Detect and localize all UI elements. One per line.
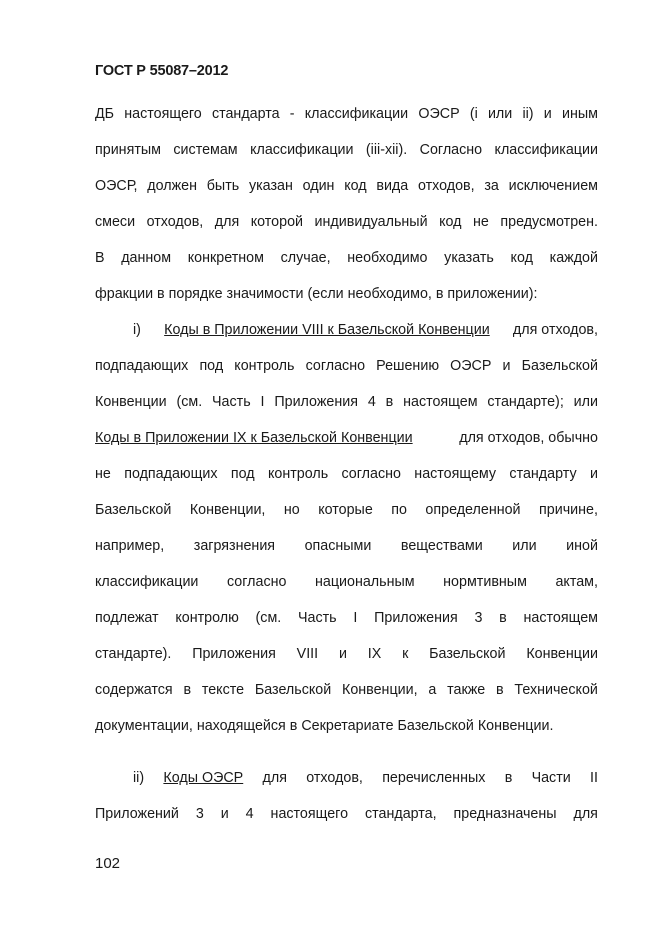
text-word: согласно [341, 466, 401, 482]
text-line [95, 106, 598, 122]
text-word: причине, [539, 502, 598, 518]
text-fragment: для отходов, обычно [459, 430, 598, 446]
text-word: настоящем [403, 394, 478, 410]
oecd-codes-link[interactable]: Коды ОЭСР [163, 770, 244, 786]
text-word: Часть [212, 394, 251, 410]
text-word: подпадающих [124, 466, 218, 482]
text-word: и [502, 358, 511, 374]
basel-annex-viii-link[interactable]: Коды в Приложении VIII к Базельской Конвенции [164, 322, 490, 338]
text-word: опасными [304, 538, 372, 554]
text-word: а [428, 682, 437, 698]
text-word: классификации [95, 574, 199, 590]
text-word: (см. [176, 394, 203, 410]
text-line [133, 322, 598, 338]
text-word: настоящем [523, 610, 598, 626]
text-word: также [447, 682, 486, 698]
text-line [95, 538, 598, 554]
text-line [95, 178, 598, 194]
text-word: стандарте). [95, 646, 172, 662]
text-word: Конвенции, [189, 502, 266, 518]
text-line [95, 646, 598, 662]
text-word: или [573, 394, 598, 410]
text-word: Конвенции [95, 394, 167, 410]
text-word: загрязнения [193, 538, 276, 554]
text-word: указан [248, 178, 293, 194]
text-word: и [220, 806, 229, 822]
text-word: ii) [522, 106, 534, 122]
text-word: вида [376, 178, 409, 194]
text-word: необходимо [347, 250, 428, 266]
text-word: ОЭСР [450, 358, 492, 374]
text-word: 4 [367, 394, 376, 410]
text-line [95, 142, 598, 158]
text-line [95, 394, 598, 410]
text-word: Согласно [419, 142, 483, 158]
text-word: настоящему [414, 466, 497, 482]
text-word: согласно [305, 358, 366, 374]
text-word: (iii-xii). [365, 142, 408, 158]
text-word: конкретном [187, 250, 264, 266]
text-word: Приложения [192, 646, 276, 662]
text-word: по [391, 502, 407, 518]
text-word: данном [121, 250, 172, 266]
text-line [95, 214, 598, 230]
text-fragment: в [504, 770, 513, 786]
text-word: Базельской [521, 358, 598, 374]
text-line [133, 770, 598, 786]
text-word: I [353, 610, 358, 626]
text-fragment: для [262, 770, 287, 786]
text-line [95, 502, 598, 518]
text-word: классификации [494, 142, 598, 158]
text-word: к [402, 646, 409, 662]
text-line [95, 250, 598, 266]
text-word: подпадающих [95, 358, 189, 374]
text-word: отходов, [417, 178, 475, 194]
text-word: Конвенции [526, 646, 598, 662]
text-word: под [230, 466, 255, 482]
text-fragment: II [590, 770, 598, 786]
text-word: индивидуальный [314, 214, 428, 230]
text-fragment: отходов, [306, 770, 363, 786]
text-word: настоящего [124, 106, 202, 122]
text-word: контроль [234, 358, 295, 374]
text-word: национальным [314, 574, 415, 590]
text-word: случае, [280, 250, 331, 266]
text-word: - [289, 106, 295, 122]
text-fragment: перечисленных [382, 770, 486, 786]
text-word: подлежат [95, 610, 159, 626]
page-number: 102 [95, 855, 121, 872]
text-word: контролю [175, 610, 239, 626]
text-word: в [496, 682, 504, 698]
text-word: иной [566, 538, 598, 554]
text-line [95, 806, 598, 822]
text-word: тексте [201, 682, 245, 698]
text-word: 3 [474, 610, 483, 626]
text-word: (i [469, 106, 478, 122]
text-line [95, 574, 598, 590]
text-word: В [95, 250, 105, 266]
text-word: каждой [549, 250, 598, 266]
text-word: определенной [425, 502, 521, 518]
text-word: и [338, 646, 347, 662]
text-word: один [302, 178, 335, 194]
text-word: Приложения [274, 394, 358, 410]
text-word: и [543, 106, 552, 122]
text-line [95, 682, 598, 698]
text-line [95, 466, 598, 482]
text-word: Решению [376, 358, 440, 374]
text-word: Базельской [254, 682, 332, 698]
text-fragment: Части [531, 770, 571, 786]
text-word: Технической [514, 682, 598, 698]
text-word: стандарту [509, 466, 577, 482]
list-marker: i) [133, 322, 141, 338]
text-word: в [183, 682, 192, 698]
text-word: и [589, 466, 598, 482]
basel-annex-ix-link[interactable]: Коды в Приложении IX к Базельской Конвенции [95, 430, 413, 446]
text-word: предназначены [453, 806, 557, 822]
text-word: в [385, 394, 394, 410]
text-word: под [199, 358, 224, 374]
text-word: не [95, 466, 111, 482]
text-word: код [344, 178, 367, 194]
text-word: не [473, 214, 489, 230]
text-word: классификации [250, 142, 354, 158]
text-word: нормтивным [443, 574, 527, 590]
text-word: VIII [296, 646, 319, 662]
text-word: стандарта [211, 106, 280, 122]
text-word: 3 [195, 806, 204, 822]
text-word: ОЭСР, [95, 178, 138, 194]
text-word: стандарте); [487, 394, 564, 410]
text-word: указать [444, 250, 494, 266]
text-word: или [487, 106, 513, 122]
text-word: Приложений [95, 806, 179, 822]
text-word: Базельской [95, 502, 172, 518]
text-word: быть [206, 178, 240, 194]
text-word: которые [318, 502, 373, 518]
text-word: иным [561, 106, 598, 122]
text-word: для [214, 214, 240, 230]
text-word: код [439, 214, 462, 230]
text-word: содержатся [95, 682, 173, 698]
text-word: для [573, 806, 598, 822]
text-word: должен [147, 178, 197, 194]
text-word: исключением [508, 178, 598, 194]
text-word: смеси [95, 214, 136, 230]
text-word: согласно [226, 574, 287, 590]
text-word: которой [250, 214, 304, 230]
text-word: принятым [95, 142, 161, 158]
text-word: код [510, 250, 533, 266]
text-word: классификации [304, 106, 409, 122]
text-word: или [512, 538, 537, 554]
text-word: стандарта, [364, 806, 437, 822]
text-word: предусмотрен. [500, 214, 598, 230]
text-line [95, 610, 598, 626]
text-word: настоящего [270, 806, 349, 822]
text-word: Базельской [429, 646, 506, 662]
text-word: 4 [245, 806, 254, 822]
text-word: ОЭСР [418, 106, 460, 122]
text-word: I [260, 394, 265, 410]
text-line: фракции в порядке значимости (если необходимо, в приложении): [95, 286, 538, 302]
list-marker: ii) [133, 770, 145, 786]
text-word: веществами [400, 538, 483, 554]
text-line [95, 358, 598, 374]
text-fragment: для отходов, [512, 322, 598, 338]
text-word: (см. [255, 610, 282, 626]
text-word: ДБ [95, 106, 115, 122]
text-line: документации, находящейся в Секретариате Базельской Конвенции. [95, 718, 554, 734]
text-word: актам, [555, 574, 598, 590]
text-word: например, [95, 538, 165, 554]
text-word: за [484, 178, 499, 194]
text-word: контроль [267, 466, 329, 482]
text-word: в [499, 610, 507, 626]
text-line [95, 430, 598, 446]
text-word: Конвенции, [342, 682, 418, 698]
text-word: Приложения [374, 610, 458, 626]
text-word: но [283, 502, 300, 518]
text-word: Часть [298, 610, 337, 626]
text-word: системам [173, 142, 238, 158]
text-word: IX [367, 646, 382, 662]
text-word: отходов, [146, 214, 204, 230]
document-header: ГОСТ Р 55087–2012 [95, 63, 229, 79]
